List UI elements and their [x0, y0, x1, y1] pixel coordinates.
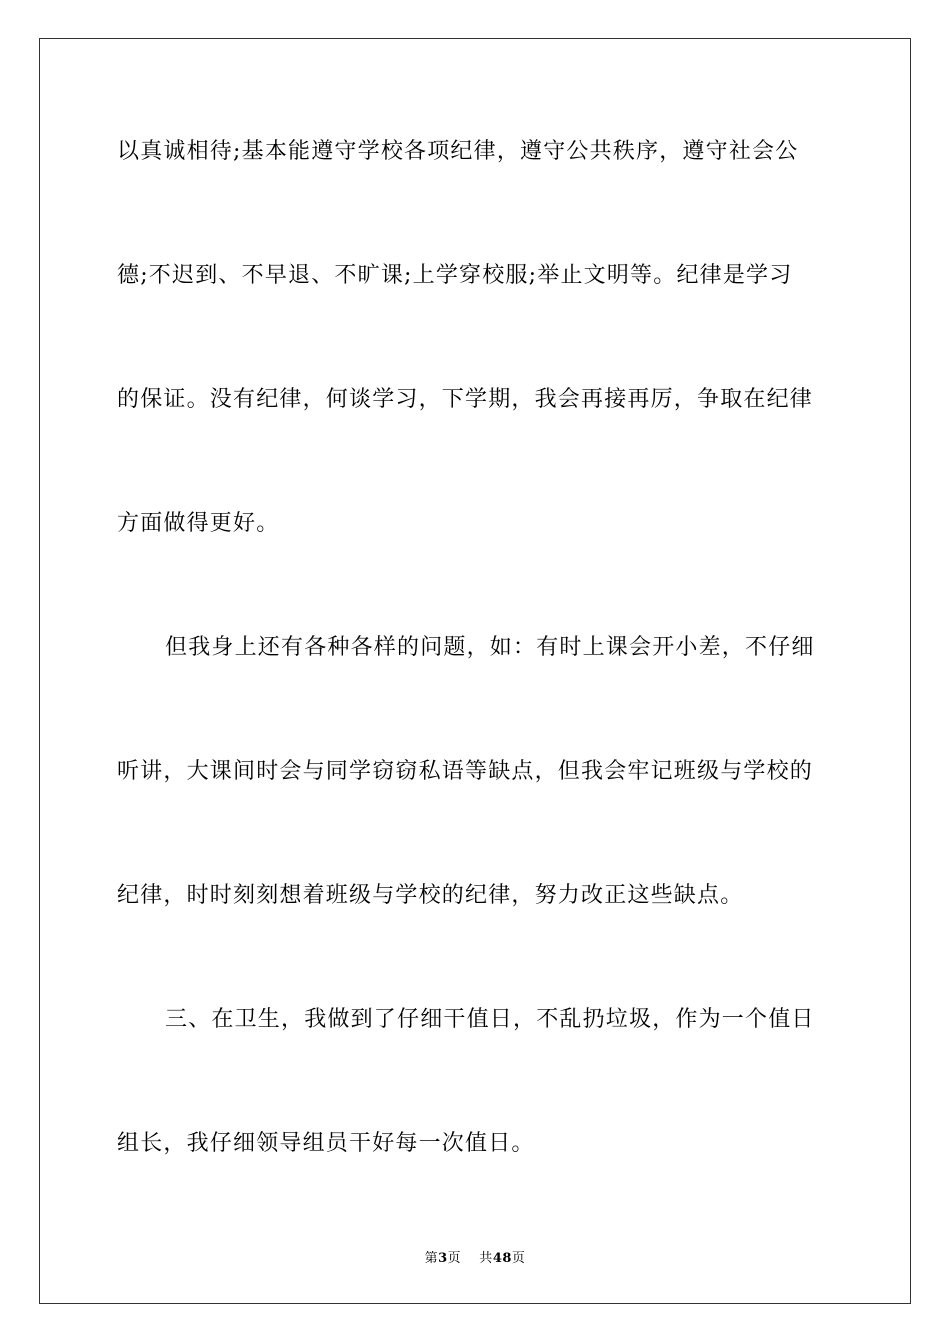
paragraph-line: 听讲，大课间时会与同学窃窃私语等缺点，但我会牢记班级与学校的 — [117, 759, 814, 784]
paragraph-line: 纪律，时时刻刻想着班级与学校的纪律，努力改正这些缺点。 — [117, 883, 744, 908]
page-footer — [0, 1247, 950, 1266]
paragraph-line: 以真诚相待;基本能遵守学校各项纪律，遵守公共秩序，遵守社会公 — [117, 139, 799, 164]
page-label-suffix: 页 — [447, 1251, 462, 1266]
paragraph-line: 但我身上还有各种各样的问题，如：有时上课会开小差，不仔细 — [165, 635, 815, 660]
paragraph-line: 组长，我仔细领导组员干好每一次值日。 — [117, 1131, 535, 1156]
paragraph-line: 的保证。没有纪律，何谈学习，下学期，我会再接再厉，争取在纪律 — [117, 387, 814, 412]
paragraph-line: 三、在卫生，我做到了仔细干值日，不乱扔垃圾，作为一个值日 — [165, 1007, 815, 1032]
page-number: 3 — [438, 1251, 448, 1266]
paragraph-line: 方面做得更好。 — [117, 511, 280, 536]
total-label-prefix: 共 — [479, 1251, 493, 1266]
total-pages: 48 — [492, 1251, 512, 1266]
total-label-suffix: 页 — [511, 1251, 526, 1266]
page-label-prefix: 第 — [424, 1251, 439, 1266]
document-body — [117, 128, 837, 1182]
paragraph-line: 德;不迟到、不早退、不旷课;上学穿校服;举止文明等。纪律是学习 — [117, 263, 793, 288]
